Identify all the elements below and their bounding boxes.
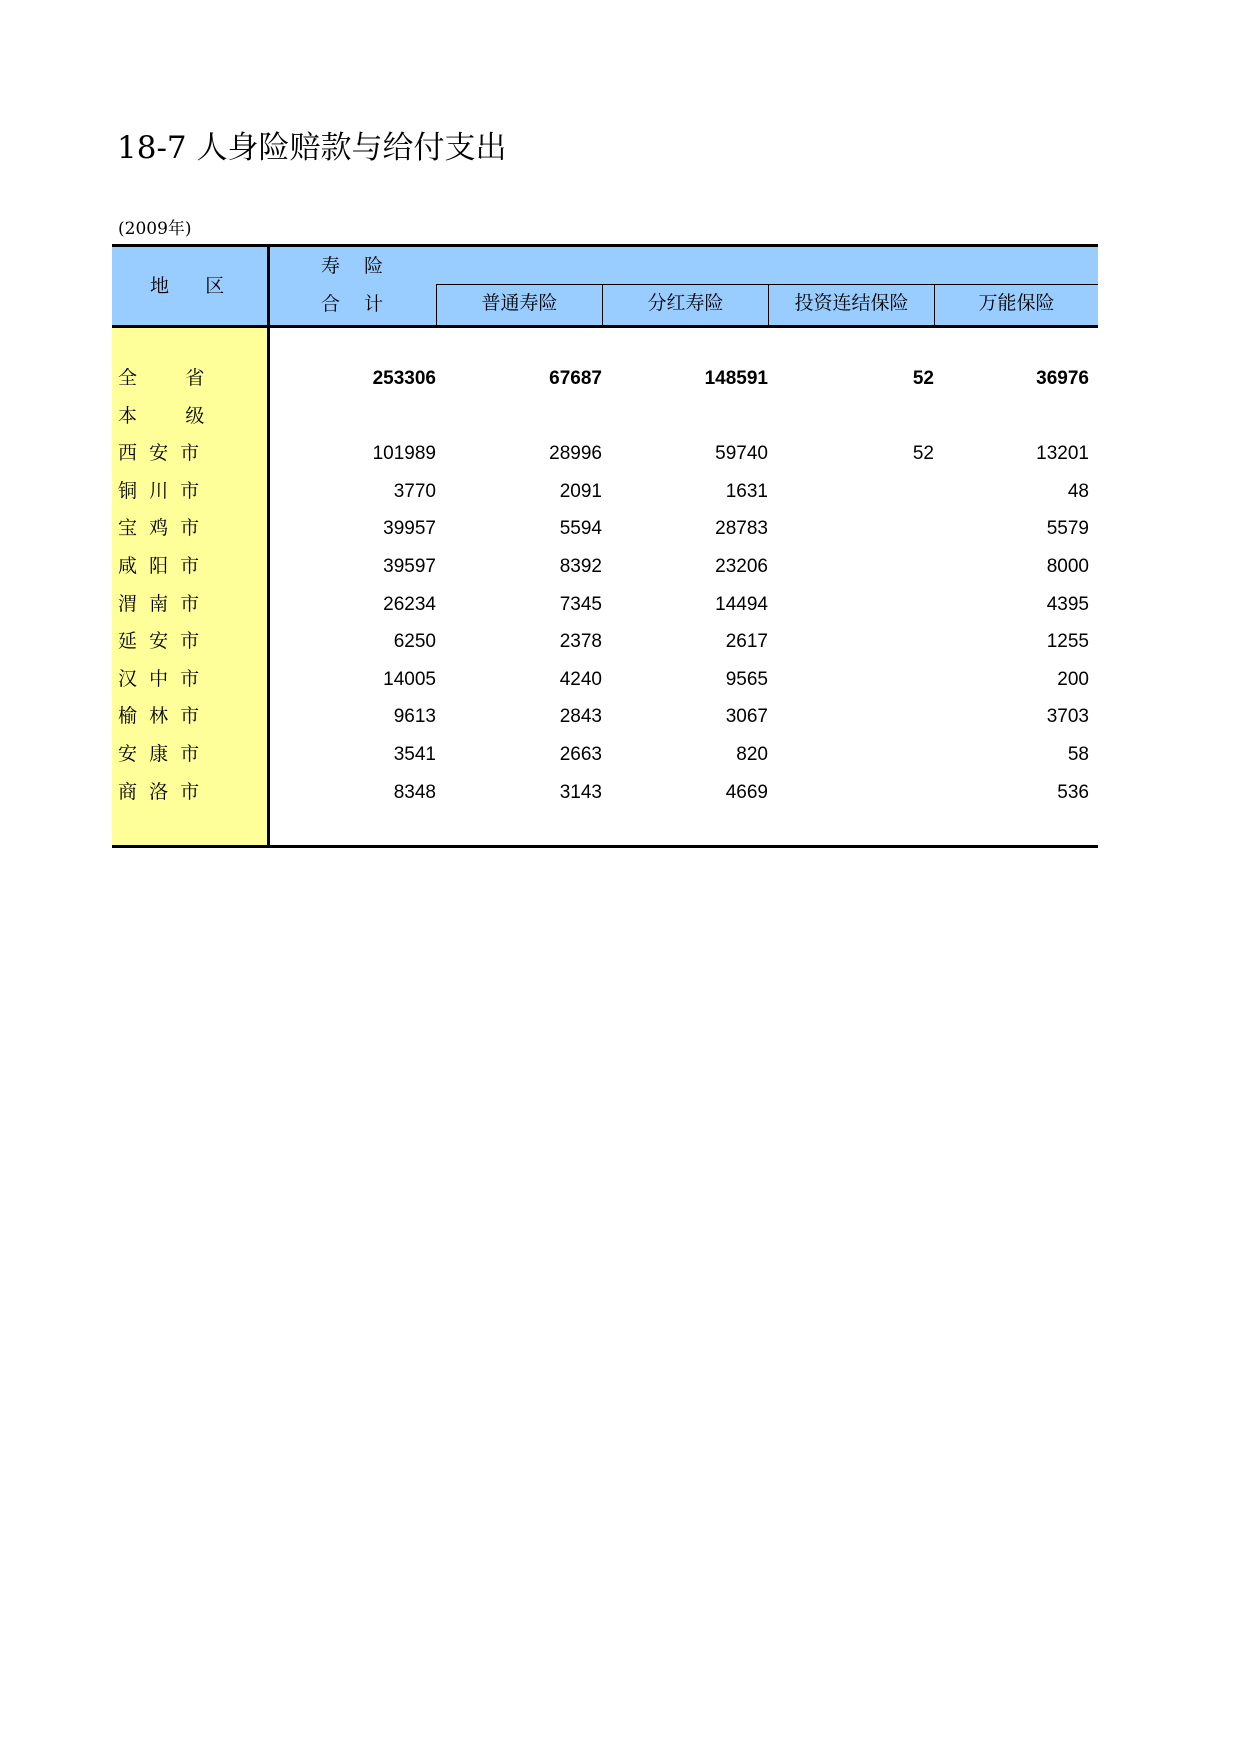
value-cell: 2617 [725,631,768,653]
value-cell: 3770 [393,480,436,502]
value-cell: 1631 [725,480,768,502]
table-row [112,360,1098,397]
value-cell: 8392 [559,556,602,577]
value-cell: 4240 [559,668,602,690]
value-cell: 39957 [383,518,436,540]
region-name: 铜 川 市 [118,479,200,502]
column-header-ordinary-life: 普通寿险 [481,292,558,314]
region-name: 商 洛 市 [118,780,200,803]
value-cell: 26234 [383,593,436,615]
value-cell [769,510,934,547]
value-cell: 2663 [559,744,602,765]
table-row [112,774,1098,811]
value-cell: 52 [912,443,934,465]
table-row [112,398,1098,435]
table-row [112,435,1098,472]
value-cell: 6250 [393,631,436,653]
region-name: 咸 阳 市 [118,555,200,577]
value-cell: 23206 [715,556,768,577]
value-cell [769,548,934,585]
header-life-label-1: 寿 险 [321,255,384,277]
value-cell [935,398,1089,435]
value-cell [769,736,934,773]
value-cell [603,398,768,435]
value-cell: 9613 [393,706,436,728]
value-cell: 14494 [715,593,768,615]
unit-note: (2009年) [118,219,192,239]
region-name: 全 省 [118,367,205,389]
table-row [112,473,1098,510]
data-table [112,244,1098,848]
region-name: 西 安 市 [118,442,200,465]
value-cell: 4395 [1046,593,1089,615]
bottom-rule [112,845,1098,848]
region-name: 榆 林 市 [118,705,200,728]
value-cell [769,698,934,735]
value-cell: 536 [1057,781,1089,803]
table-row [112,623,1098,660]
value-cell: 253306 [372,368,436,389]
table-row [112,698,1098,735]
table-row [112,661,1098,698]
value-cell: 101989 [372,443,436,465]
value-cell: 14005 [383,668,436,690]
value-cell: 2378 [559,631,602,653]
value-cell: 7345 [559,593,602,615]
table-row [112,736,1098,773]
value-cell [270,398,436,435]
value-cell [769,661,934,698]
value-cell: 148591 [704,368,768,389]
value-cell [437,398,602,435]
value-cell: 3143 [559,781,602,803]
region-name: 渭 南 市 [118,592,200,615]
value-cell: 1255 [1046,631,1089,653]
value-cell [769,398,934,435]
top-rule [112,244,1098,247]
value-cell: 59740 [715,443,768,465]
value-cell [769,623,934,660]
region-name: 本 级 [118,404,205,427]
value-cell: 8000 [1046,556,1089,577]
region-name: 安 康 市 [118,743,200,765]
value-cell: 13201 [1036,443,1089,465]
value-cell: 58 [1067,744,1089,765]
value-cell: 3541 [393,744,436,765]
value-cell: 52 [912,368,934,389]
value-cell: 39597 [383,556,436,577]
header-life-label-2: 合 计 [321,293,384,315]
value-cell: 9565 [725,668,768,690]
column-header-unit-linked: 投资连结保险 [794,292,909,314]
value-cell: 48 [1067,480,1089,502]
value-cell: 28996 [549,443,602,465]
value-cell: 3703 [1046,706,1089,728]
value-cell: 2843 [559,706,602,728]
region-name: 汉 中 市 [118,667,200,690]
table-row [112,586,1098,623]
region-name: 宝 鸡 市 [118,517,200,540]
value-cell: 5594 [559,518,602,540]
value-cell: 28783 [715,518,768,540]
value-cell: 67687 [549,368,602,389]
value-cell: 2091 [559,480,602,502]
value-cell [769,586,934,623]
value-cell [769,473,934,510]
value-cell: 3067 [725,706,768,728]
value-cell: 8348 [393,781,436,803]
value-cell: 5579 [1046,518,1089,540]
header-bottom-rule [112,325,1098,328]
value-cell: 820 [736,744,768,765]
table-row [112,510,1098,547]
table-row [112,548,1098,585]
header-region-label: 地 区 [150,275,225,297]
value-cell: 4669 [725,781,768,803]
page-title: 18-7 人身险赔款与给付支出 [117,130,507,166]
region-name: 延 安 市 [118,630,200,653]
value-cell: 36976 [1036,368,1089,389]
column-header-universal-life: 万能保险 [978,292,1055,314]
value-cell: 200 [1057,668,1089,690]
value-cell [769,774,934,811]
column-header-participating-life: 分红寿险 [647,292,724,314]
